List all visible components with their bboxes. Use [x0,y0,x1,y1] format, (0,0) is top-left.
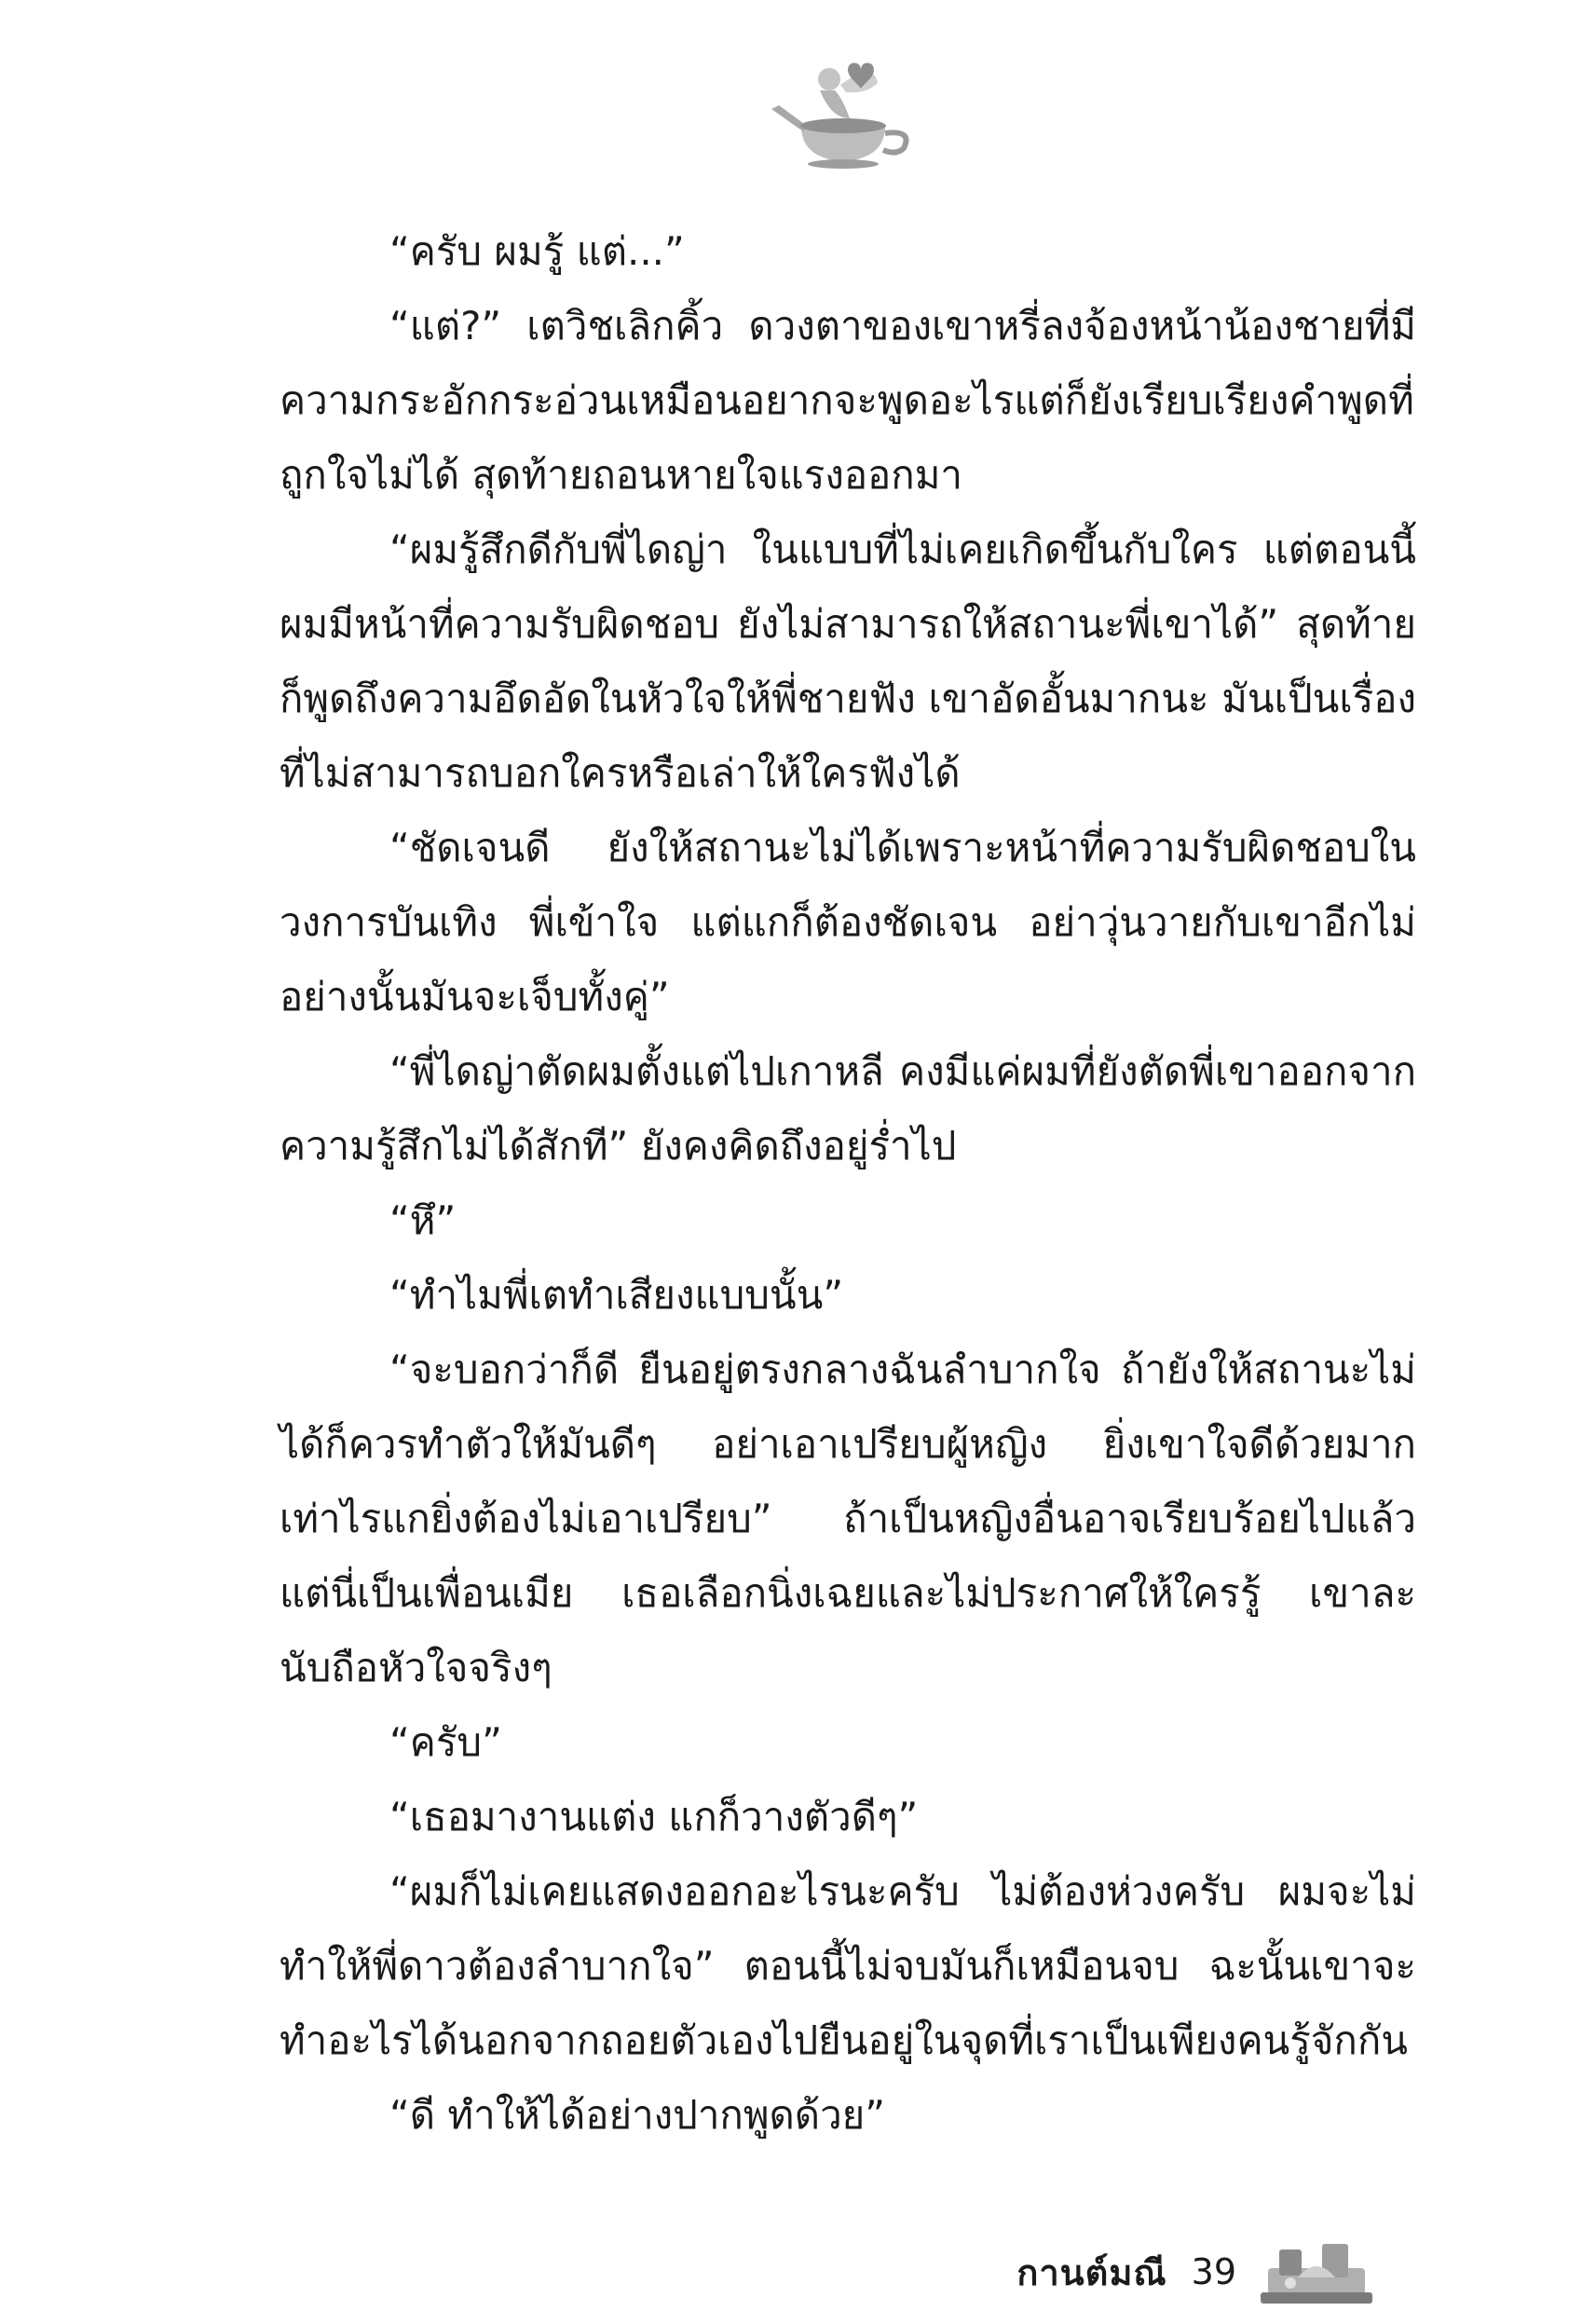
page-footer [1016,2236,1372,2307]
paragraph: “ครับ” [389,1719,502,1765]
paragraph: “จะบอกว่าก็ดี ยืนอยู่ตรงกลางฉันลำบากใจ ถ้ายังให้สถานะไม่ได้ก็ควรทำตัวให้มันดีๆ อย่าเอาเปรียบผู้หญิง ยิ่งเขาใจดีด้วยมากเท่าไรแกยิ่งต้องไม่เอาเปรียบ” ถ้าเป็นหญิงอื่นอาจเรียบร้อยไปแล้ว แต่นี่เป็นเพื่อนเมีย เธอเลือกนิ่งเฉยและไม่ประกาศให้ใครรู้ เขาละนับถือหัวใจจริงๆ [280,1347,1416,1690]
paragraph: “ดี ทำให้ได้อย่างปากพูดด้วย” [389,2092,886,2138]
paragraph: “หึ” [389,1197,457,1243]
paragraph: “แต่?” เตวิชเลิกคิ้ว ดวงตาของเขาหรี่ลงจ้องหน้าน้องชายที่มีความกระอักกระอ่วนเหมือนอยากจะพูดอะไรแต่ก็ยังเรียบเรียงคำพูดที่ถูกใจไม่ได้ สุดท้ายถอนหายใจแรงออกมา [280,303,1416,498]
lamp-ornament-icon [1261,2236,1372,2307]
paragraph: “เธอมางานแต่ง แกก็วางตัวดีๆ” [389,1794,919,1839]
page-number: 39 [1191,2251,1236,2292]
paragraph: “ทำไมพี่เตทำเสียงแบบนั้น” [389,1272,844,1318]
book-title: กานต์มณี [1016,2251,1167,2293]
paragraph: “ครับ ผมรู้ แต่...” [389,228,685,274]
paragraph: “ชัดเจนดี ยังให้สถานะไม่ได้เพราะหน้าที่ความรับผิดชอบในวงการบันเทิง พี่เข้าใจ แต่แกก็ต้องชัดเจน อย่าวุ่นวายกับเขาอีกไม่อย่างนั้นมันจะเจ็บทั้งคู่” [280,825,1416,1019]
paragraph: “ผมรู้สึกดีกับพี่ไดญ่า ในแบบที่ไม่เคยเกิดขึ้นกับใคร แต่ตอนนี้ผมมีหน้าที่ความรับผิดชอบ ยังไม่สามารถให้สถานะพี่เขาได้” สุดท้ายก็พูดถึงความอึดอัดในหัวใจให้พี่ชายฟัง เขาอัดอั้นมากนะ มันเป็นเรื่องที่ไม่สามารถบอกใครหรือเล่าให้ใครฟังได้ [280,526,1416,796]
teapot-cupid-ornament-icon [764,51,922,172]
paragraph: “พี่ไดญ่าตัดผมตั้งแต่ไปเกาหลี คงมีแค่ผมที่ยังตัดพี่เขาออกจากความรู้สึกไม่ได้สักที” ยังคงคิดถึงอยู่ร่ำไป [280,1048,1416,1169]
story-text [280,214,1416,2153]
paragraph: “ผมก็ไม่เคยแสดงออกอะไรนะครับ ไม่ต้องห่วงครับ ผมจะไม่ทำให้พี่ดาวต้องลำบากใจ” ตอนนี้ไม่จบมันก็เหมือนจบ ฉะนั้นเขาจะทำอะไรได้นอกจากถอยตัวเองไปยืนอยู่ในจุดที่เราเป็นเพียงคนรู้จักกัน [280,1868,1416,2063]
